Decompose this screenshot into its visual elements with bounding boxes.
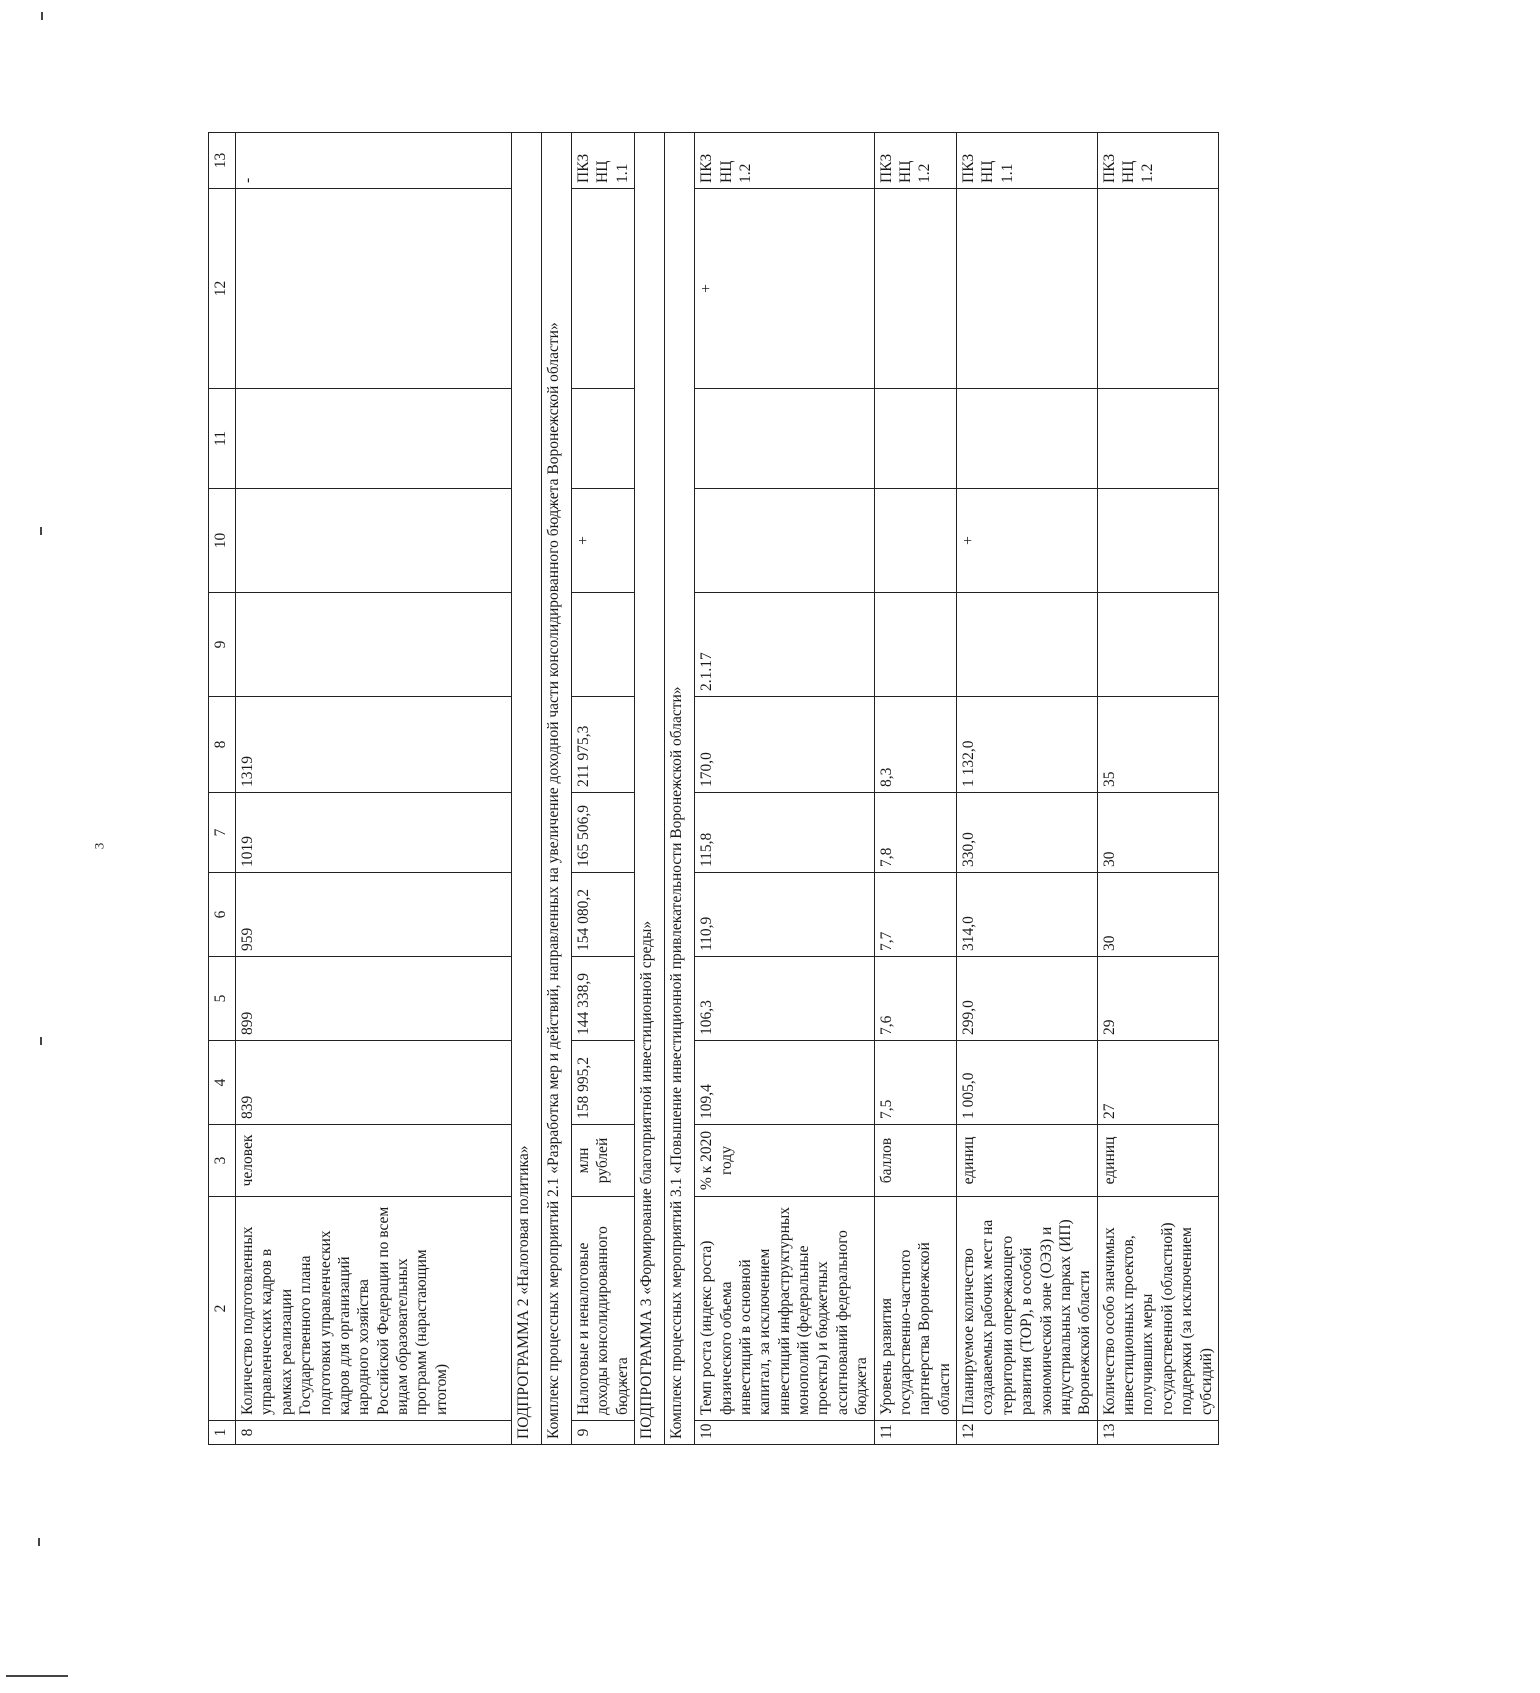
mark-cell: +: [957, 489, 1098, 593]
mark-cell: [695, 489, 874, 593]
table-row: [236, 133, 512, 1445]
code-cell: [874, 593, 957, 697]
header-cell: 4: [209, 1041, 236, 1125]
value-cell: 109,4: [695, 1041, 874, 1125]
reference-cell: ПКЗ НЦ 1.2: [1097, 133, 1218, 189]
value-cell: 27: [1097, 1041, 1218, 1125]
value-cell: 110,9: [695, 873, 874, 957]
indicator-name: Темп роста (индекс роста) физического объема инвестиций в основной капитал, за исключением инвестиций инфраструктурных монополий (федеральные проекты) и бюджетных ассигнований федерального бюджета: [695, 1197, 874, 1421]
row-number: 10: [695, 1421, 874, 1445]
page-number: 3: [91, 842, 107, 850]
value-cell: 1319: [236, 697, 512, 793]
mark-cell: [957, 389, 1098, 489]
row-number: 8: [236, 1421, 512, 1445]
mark-cell: [1097, 489, 1218, 593]
value-cell: 29: [1097, 957, 1218, 1041]
value-cell: 165 506,9: [572, 793, 635, 873]
value-cell: 170,0: [695, 697, 874, 793]
section-row: [665, 133, 695, 1445]
row-number: 12: [957, 1421, 1098, 1445]
mark-cell: [1097, 389, 1218, 489]
scan-mark: [6, 1675, 68, 1677]
indicator-name: Уровень развития государственно-частного партнерства Воронежской области: [874, 1197, 957, 1421]
mark-cell: [695, 389, 874, 489]
section-row: [635, 133, 665, 1445]
section-title: Комплекс процессных мероприятий 3.1 «Повышение инвестиционной привлекательности Воронежской области»: [665, 133, 695, 1445]
value-cell: 211 975,3: [572, 697, 635, 793]
section-title: ПОДПРОГРАММА 3 «Формирование благоприятной инвестиционной среды»: [635, 133, 665, 1445]
row-number: 9: [572, 1421, 635, 1445]
indicator-name: Количество подготовленных управленческих кадров в рамках реализации Государственного плана подготовки управленческих кадров для организаций народного хозяйства Российской Федерации по всем видам образовательных программ (нарастающим итогом): [236, 1197, 512, 1421]
value-cell: 1 005,0: [957, 1041, 1098, 1125]
reference-cell: ПКЗ НЦ 1.2: [695, 133, 874, 189]
code-cell: [1097, 593, 1218, 697]
unit-cell: единиц: [957, 1125, 1098, 1197]
table-row: [874, 133, 957, 1445]
value-cell: 7,8: [874, 793, 957, 873]
rotated-content: [208, 133, 1540, 1445]
mark-cell: [874, 389, 957, 489]
header-cell: 10: [209, 489, 236, 593]
mark-cell: [236, 489, 512, 593]
reference-cell: ПКЗ НЦ 1.1: [572, 133, 635, 189]
code-cell: [572, 593, 635, 697]
section-row: [512, 133, 542, 1445]
value-cell: 1 132,0: [957, 697, 1098, 793]
unit-cell: баллов: [874, 1125, 957, 1197]
value-cell: 7,7: [874, 873, 957, 957]
header-row: [209, 133, 236, 1445]
reference-cell: -: [236, 133, 512, 189]
mark-cell: [874, 489, 957, 593]
indicators-table: [208, 132, 1219, 1445]
header-cell: 9: [209, 593, 236, 697]
header-cell: 11: [209, 389, 236, 489]
value-cell: 30: [1097, 793, 1218, 873]
scan-mark: [40, 527, 42, 535]
scan-mark: [41, 12, 43, 20]
mark-cell: [572, 189, 635, 389]
unit-cell: % к 2020 году: [695, 1125, 874, 1197]
value-cell: 106,3: [695, 957, 874, 1041]
value-cell: 158 995,2: [572, 1041, 635, 1125]
scan-mark: [40, 1037, 42, 1045]
value-cell: 8,3: [874, 697, 957, 793]
header-cell: 8: [209, 697, 236, 793]
unit-cell: человек: [236, 1125, 512, 1197]
mark-cell: [572, 389, 635, 489]
value-cell: 299,0: [957, 957, 1098, 1041]
indicator-name: Налоговые и неналоговые доходы консолидированного бюджета: [572, 1197, 635, 1421]
header-cell: 13: [209, 133, 236, 189]
value-cell: 1019: [236, 793, 512, 873]
table-row: [957, 133, 1098, 1445]
value-cell: 30: [1097, 873, 1218, 957]
header-cell: 1: [209, 1421, 236, 1445]
reference-cell: ПКЗ НЦ 1.1: [957, 133, 1098, 189]
unit-cell: млн рублей: [572, 1125, 635, 1197]
mark-cell: [236, 189, 512, 389]
value-cell: 144 338,9: [572, 957, 635, 1041]
header-cell: 3: [209, 1125, 236, 1197]
value-cell: 314,0: [957, 873, 1098, 957]
mark-cell: [874, 189, 957, 389]
header-cell: 12: [209, 189, 236, 389]
header-cell: 6: [209, 873, 236, 957]
value-cell: 35: [1097, 697, 1218, 793]
indicator-name: Количество особо значимых инвестиционных проектов, получивших меры государственной (областной) поддержки (за исключением субсидий): [1097, 1197, 1218, 1421]
code-cell: [957, 593, 1098, 697]
section-title: Комплекс процессных мероприятий 2.1 «Разработка мер и действий, направленных на увеличение доходной части консолидированного бюджета Воронежской области»: [542, 133, 572, 1445]
section-title: ПОДПРОГРАММА 2 «Налоговая политика»: [512, 133, 542, 1445]
table-row: [695, 133, 874, 1445]
value-cell: 7,6: [874, 957, 957, 1041]
indicator-name: Планируемое количество создаваемых рабочих мест на территории опережающего развития (ТОР), в особой экономической зоне (ОЭЗ) и индустриальных парках (ИП) Воронежской области: [957, 1197, 1098, 1421]
value-cell: 154 080,2: [572, 873, 635, 957]
mark-cell: +: [695, 189, 874, 389]
value-cell: 115,8: [695, 793, 874, 873]
code-cell: [236, 593, 512, 697]
header-cell: 7: [209, 793, 236, 873]
row-number: 13: [1097, 1421, 1218, 1445]
section-row: [542, 133, 572, 1445]
table-body: [209, 133, 1219, 1445]
reference-cell: ПКЗ НЦ 1.2: [874, 133, 957, 189]
value-cell: 899: [236, 957, 512, 1041]
table-row: [1097, 133, 1218, 1445]
unit-cell: единиц: [1097, 1125, 1218, 1197]
mark-cell: [957, 189, 1098, 389]
mark-cell: [236, 389, 512, 489]
scan-mark: [38, 1538, 40, 1546]
header-cell: 5: [209, 957, 236, 1041]
header-cell: 2: [209, 1197, 236, 1421]
table-row: [572, 133, 635, 1445]
value-cell: 330,0: [957, 793, 1098, 873]
row-number: 11: [874, 1421, 957, 1445]
value-cell: 7,5: [874, 1041, 957, 1125]
value-cell: 839: [236, 1041, 512, 1125]
rotated-page-area: [208, 133, 1520, 1465]
code-cell: 2.1.17: [695, 593, 874, 697]
mark-cell: [1097, 189, 1218, 389]
value-cell: 959: [236, 873, 512, 957]
mark-cell: +: [572, 489, 635, 593]
